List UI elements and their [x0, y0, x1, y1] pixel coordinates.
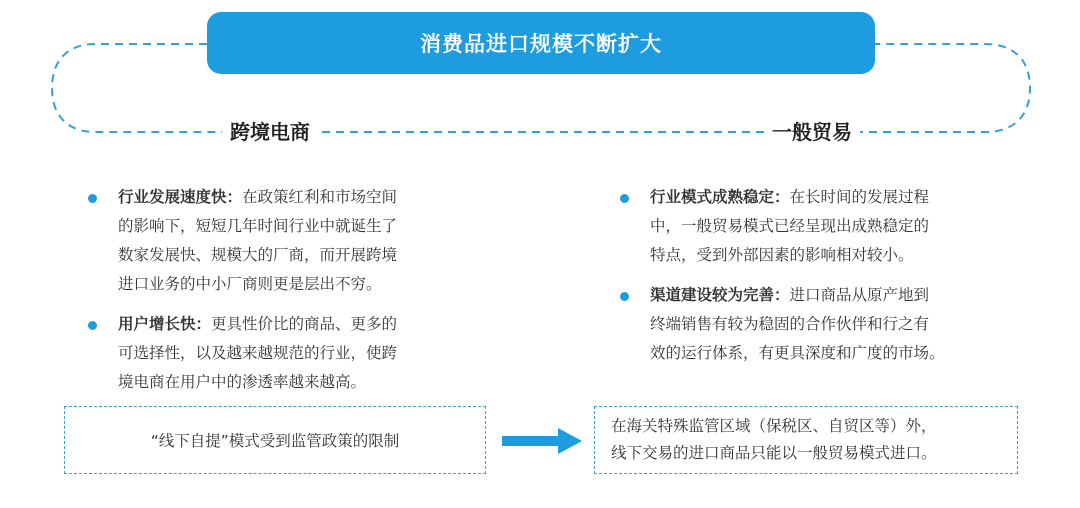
- right-bullet-2: [620, 281, 992, 368]
- bullet-line: 效的运行体系，有更具深度和广度的市场。: [650, 344, 945, 362]
- bullet-line: 中，一般贸易模式已经呈现出成熟稳定的: [650, 217, 930, 235]
- title-banner: [207, 12, 875, 74]
- bullet-head: 行业模式成熟稳定：: [650, 188, 790, 206]
- bullet-line: 特点，受到外部因素的影响相对较小。: [650, 246, 914, 264]
- frame-right-arc: [855, 44, 1030, 132]
- right-arrow-icon: [502, 428, 582, 454]
- left-note-text: “线下自提”模式受到监管政策的限制: [150, 432, 400, 450]
- left-bullet-2: [88, 310, 460, 397]
- right-note-line: 线下交易的进口商品只能以一般贸易模式进口。: [611, 444, 937, 462]
- bullet-dot-icon: [88, 194, 97, 203]
- bullet-head: 渠道建设较为完善：: [650, 286, 790, 304]
- right-bullet-1: [620, 183, 992, 270]
- right-note-box: [594, 406, 1018, 474]
- bullet-head: 行业发展速度快：: [118, 188, 243, 206]
- bullet-line: 可选择性，以及越来越规范的行业，使跨: [118, 344, 398, 362]
- bullet-line: 数家发展快、规模大的厂商，而开展跨境: [118, 246, 398, 264]
- bullet-dot-icon: [620, 194, 629, 203]
- bullet-dot-icon: [620, 292, 629, 301]
- bullet-line: 进口业务的中小厂商则更是层出不穷。: [118, 275, 382, 293]
- right-note-text: [611, 413, 1001, 467]
- bullet-line: 在政策红利和市场空间: [242, 188, 398, 206]
- left-column-heading: 跨境电商: [222, 118, 318, 146]
- bullet-line: 在长时间的发展过程: [789, 188, 930, 206]
- right-column-heading: 一般贸易: [764, 118, 860, 146]
- bullet-line: 终端销售有较为稳固的合作伙伴和行之有: [650, 315, 930, 333]
- bullet-line: 境电商在用户中的渗透率越来越高。: [118, 373, 367, 391]
- bullet-line: 更具性价比的商品、更多的: [211, 315, 398, 333]
- bullet-line: 的影响下，短短几年时间行业中就诞生了: [118, 217, 398, 235]
- right-note-line: 在海关特殊监管区域（保税区、自贸区等）外，: [611, 417, 937, 435]
- left-note-box: [64, 406, 486, 474]
- bullet-line: 进口商品从原产地到: [789, 286, 930, 304]
- left-bullet-1: [88, 183, 460, 299]
- bullet-dot-icon: [88, 321, 97, 330]
- bullet-head: 用户增长快：: [118, 315, 212, 333]
- frame-left-arc: [52, 44, 230, 132]
- title-text: 消费品进口规模不断扩大: [420, 32, 662, 56]
